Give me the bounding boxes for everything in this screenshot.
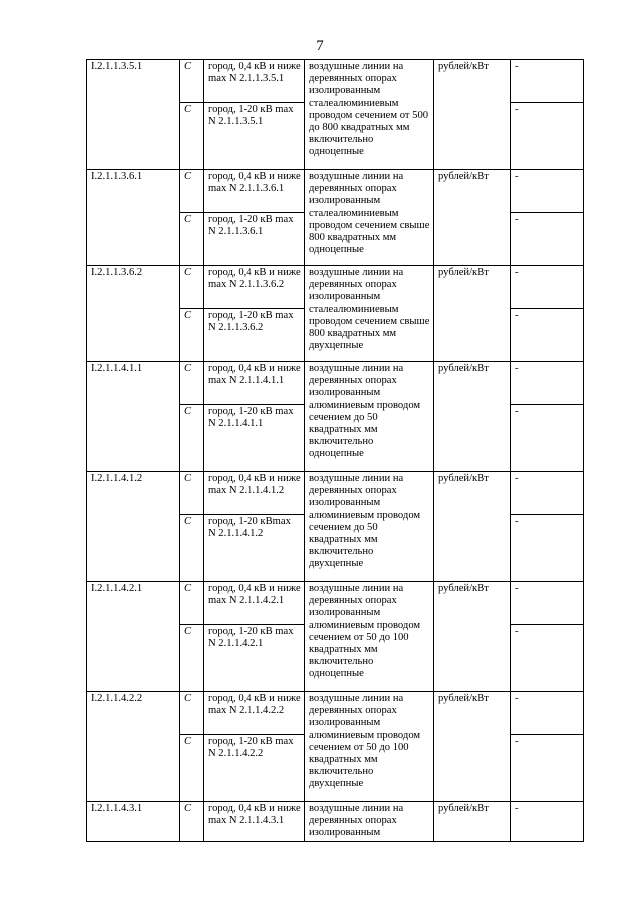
row-value: - (511, 170, 584, 213)
table-row (87, 60, 584, 103)
row-voltage-level: город, 1-20 кВ max N 2.1.1.4.2.1 (204, 625, 305, 692)
row-type: С (180, 802, 204, 842)
row-description: воздушные линии на деревянных опорах изолированным алюминиевым проводом сечением от 50 до 100 квадратных мм включительно двухцепные (305, 692, 434, 802)
row-code: I.2.1.1.4.1.1 (87, 362, 180, 472)
row-unit: рублей/кВт (434, 472, 511, 582)
row-voltage-level: город, 1-20 кВ max N 2.1.1.3.6.1 (204, 213, 305, 266)
row-voltage-level: город, 1-20 кВmax N 2.1.1.4.1.2 (204, 515, 305, 582)
row-voltage-level: город, 0,4 кВ и ниже max N 2.1.1.4.2.1 (204, 582, 305, 625)
row-voltage-level: город, 0,4 кВ и ниже max N 2.1.1.3.6.2 (204, 266, 305, 309)
row-code: I.2.1.1.3.6.2 (87, 266, 180, 362)
table-row (87, 472, 584, 515)
row-type: С (180, 103, 204, 170)
table-row (87, 266, 584, 309)
row-voltage-level: город, 0,4 кВ и ниже max N 2.1.1.4.3.1 (204, 802, 305, 842)
row-type: С (180, 735, 204, 802)
row-description: воздушные линии на деревянных опорах изолированным алюминиевым проводом сечением до 50 квадратных мм включительно одноцепные (305, 362, 434, 472)
row-unit: рублей/кВт (434, 692, 511, 802)
row-voltage-level: город, 0,4 кВ и ниже max N 2.1.1.4.2.2 (204, 692, 305, 735)
row-value: - (511, 266, 584, 309)
row-type: С (180, 309, 204, 362)
row-description: воздушные линии на деревянных опорах изолированным сталеалюминиевым проводом сечением от 500 до 800 квадратных мм включительно одноцепные (305, 60, 434, 170)
row-code: I.2.1.1.4.2.2 (87, 692, 180, 802)
row-description: воздушные линии на деревянных опорах изолированным сталеалюминиевым проводом сечением свыше 800 квадратных мм двухцепные (305, 266, 434, 362)
page-number: 7 (316, 38, 324, 54)
row-type: С (180, 362, 204, 405)
row-value: - (511, 213, 584, 266)
tariff-table (86, 59, 584, 842)
row-type: С (180, 472, 204, 515)
row-voltage-level: город, 0,4 кВ и ниже max N 2.1.1.3.5.1 (204, 60, 305, 103)
row-code: I.2.1.1.3.5.1 (87, 60, 180, 170)
row-code: I.2.1.1.3.6.1 (87, 170, 180, 266)
row-value: - (511, 309, 584, 362)
row-voltage-level: город, 1-20 кВ max N 2.1.1.4.2.2 (204, 735, 305, 802)
row-type: С (180, 692, 204, 735)
row-value: - (511, 472, 584, 515)
table-row (87, 170, 584, 213)
row-type: С (180, 515, 204, 582)
row-value: - (511, 515, 584, 582)
row-type: С (180, 625, 204, 692)
row-value: - (511, 362, 584, 405)
row-type: С (180, 170, 204, 213)
row-description: воздушные линии на деревянных опорах изолированным алюминиевым проводом сечением от 50 до 100 квадратных мм включительно одноцепные (305, 582, 434, 692)
row-unit: рублей/кВт (434, 266, 511, 362)
tariff-table-body (87, 60, 584, 842)
row-value: - (511, 103, 584, 170)
row-value: - (511, 405, 584, 472)
row-unit: рублей/кВт (434, 60, 511, 170)
row-type: С (180, 60, 204, 103)
row-value: - (511, 735, 584, 802)
row-description: воздушные линии на деревянных опорах изолированным алюминиевым проводом сечением до 50 квадратных мм включительно двухцепные (305, 472, 434, 582)
row-type: С (180, 405, 204, 472)
row-voltage-level: город, 1-20 кВ max N 2.1.1.3.6.2 (204, 309, 305, 362)
row-type: С (180, 266, 204, 309)
row-code: I.2.1.1.4.1.2 (87, 472, 180, 582)
row-value: - (511, 625, 584, 692)
row-voltage-level: город, 0,4 кВ и ниже max N 2.1.1.4.1.2 (204, 472, 305, 515)
row-unit: рублей/кВт (434, 802, 511, 842)
row-value: - (511, 60, 584, 103)
row-type: С (180, 582, 204, 625)
table-row (87, 582, 584, 625)
table-row (87, 362, 584, 405)
row-voltage-level: город, 1-20 кВ max N 2.1.1.3.5.1 (204, 103, 305, 170)
row-voltage-level: город, 0,4 кВ и ниже max N 2.1.1.4.1.1 (204, 362, 305, 405)
table-row (87, 692, 584, 735)
row-voltage-level: город, 1-20 кВ max N 2.1.1.4.1.1 (204, 405, 305, 472)
row-unit: рублей/кВт (434, 362, 511, 472)
row-type: С (180, 213, 204, 266)
row-value: - (511, 802, 584, 842)
row-description: воздушные линии на деревянных опорах изолированным сталеалюминиевым проводом сечением свыше 800 квадратных мм одноцепные (305, 170, 434, 266)
row-code: I.2.1.1.4.3.1 (87, 802, 180, 842)
row-description: воздушные линии на деревянных опорах изолированным (305, 802, 434, 842)
row-unit: рублей/кВт (434, 170, 511, 266)
row-value: - (511, 692, 584, 735)
row-value: - (511, 582, 584, 625)
row-unit: рублей/кВт (434, 582, 511, 692)
row-code: I.2.1.1.4.2.1 (87, 582, 180, 692)
row-voltage-level: город, 0,4 кВ и ниже max N 2.1.1.3.6.1 (204, 170, 305, 213)
table-row (87, 802, 584, 842)
